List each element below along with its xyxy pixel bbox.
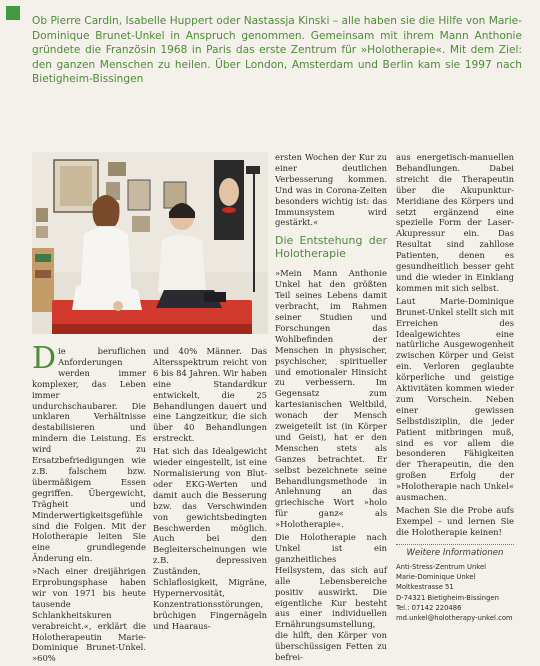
- paragraph: Laut Marie-Dominique Brunet-Unkel stellt sich mit Erreichen des Idealgewichtes eine natürliche Ausgewogenheit zwischen Körper und Geist ein. Verloren geglaubte körperliche und geistige Aktivitäten kommen wieder zum Vorschein. Neben einer gewissen Selbstdisziplin, die jeder Patient mitbringen muß, sind es vor allem die besonderen Fähigkeiten der Therapeutin, die den großen Erfolg der »Holotherapie nach Unkel« ausmachen.: [396, 295, 514, 503]
- column-2: [153, 346, 267, 634]
- paragraph: »Mein Mann Anthonie Unkel hat den größten Teil seines Lebens damit verbracht, im Rahmen seiner Studien und Forschungen das Wohlbefinden der Menschen in physischer, psychischer, spiritueller und emotionaler Hinsicht zu verbessern. Im Gegensatz zum kartesianischen Weltbild, wonach der Mensch zweigeteilt ist (in Körper und Geist), hat er den Menschen stets als Ganzes betrachtet. Er selbst bezeichnete seine Behandlungsmethode in Anlehnung an das griechische Wort »holo für ganz« als »Holotherapie«.: [275, 268, 387, 530]
- info-title: Weitere Informationen: [406, 547, 504, 558]
- paragraph-text: ie beruflichen Anforderungen werden immer komplexer, das Leben immer undurchschaubarer. Die unklaren Verhältnisse destabilisieren und mindern die Leistung. Es wird zu Ersatzbefriedigungen wie z.B. falschem bzw. übermäßigem Essen gegriffen. Übergewicht, Trägheit und Minderwertigkeitsgefühle sind die Folgen. Mit der Holotherapie leiten Sie eine grundlegende Änderung ein.: [32, 346, 146, 564]
- info-address-line: Marie-Dominique Unkel: [396, 572, 476, 581]
- paragraph: und 40% Männer. Das Altersspektrum reicht von 6 bis 84 Jahren. Wir haben eine Standardkur entwickelt, die 25 Behandlungen dauert und eine Langzeitkur, die sich über 40 Behandlungen erstreckt.: [153, 346, 267, 444]
- section-heading: Die Entstehung der Holotherapie: [275, 234, 387, 261]
- info-phone: Tel.: 07142 220486: [396, 603, 462, 612]
- paragraph: aus energetisch-manuellen Behandlungen. Dabei streicht die Therapeutin über die Akupunktur-Meridiane des Körpers und setzt ergänzend eine spezielle Form der Laser-Akupressur ein. Das Resultat sind zahllose Patienten, denen es gesundheitlich besser geht und die wieder in Einklang kommen mit sich selbst.: [396, 152, 514, 293]
- column-1: [32, 341, 146, 666]
- paragraph: [32, 341, 146, 564]
- info-address-line: Anti-Stress-Zentrum Unkel: [396, 562, 487, 571]
- column-4: [396, 152, 514, 623]
- green-corner-marker: [6, 6, 20, 20]
- info-address-line: D-74321 Bietigheim-Bissingen: [396, 593, 499, 602]
- photo-two-women: [32, 152, 268, 334]
- info-email-link[interactable]: md.unkel@holotherapy-unkel.com: [396, 614, 513, 623]
- paragraph: Machen Sie die Probe aufs Exempel – und lernen Sie die Holotherapie keinen!: [396, 505, 514, 537]
- info-address-line: Moltkestrasse 51: [396, 583, 454, 592]
- column-3: [275, 152, 387, 665]
- intro-paragraph: Ob Pierre Cardin, Isabelle Huppert oder Nastassja Kinski – alle haben sie die Hilfe von Marie-Dominique Brunet-Unkel in Anspruch genommen. Gemeinsam mit ihrem Mann Anthonie gründete die Französin 1968 in Paris das erste Zentrum für »Holotherapie«. Mit dem Ziel: den ganzen Menschen zu heilen. Über London, Amsterdam und Berlin kam sie 1997 nach Bietigheim-Bissingen: [32, 15, 522, 86]
- drop-cap: D: [32, 341, 57, 376]
- paragraph: ersten Wochen der Kur zu einer deutlichen Verbesserung kommen. Und was in Corona-Zeiten besonders wichtig ist: das Immunsystem wird gestärkt.«: [275, 152, 387, 228]
- paragraph: »Nach einer dreijährigen Erprobungsphase haben wir von 1971 bis heute tausende Schlankheitskuren verabreicht.«, erklärt die Holotherapeutin Marie-Dominique Brunet-Unkel. »60%: [32, 566, 146, 664]
- paragraph: Hat sich das Idealgewicht wieder eingestellt, ist eine Normalisierung von Blut- oder EKG-Werten und damit auch die Besserung bzw. das Verschwinden von gewichtsbedingten Beschwerden möglich. Auch bei den Begleiterscheinungen wie z.B. depressiven Zuständen, Schlaflosigkeit, Migräne, Hypernervosität, Konzentrationsstörungen, brüchigen Fingernägeln und Haaraus-: [153, 446, 267, 631]
- paragraph: Die Holotherapie nach Unkel ist ein ganzheitliches Heilsystem, das sich auf alle Lebensbereiche positiv auswirkt. Die eigentliche Kur besteht aus einer individuellen Ernährungsumstellung, die hilft, den Körper von überschüssigen Fetten zu befrei-: [275, 532, 387, 663]
- info-box: [396, 544, 514, 624]
